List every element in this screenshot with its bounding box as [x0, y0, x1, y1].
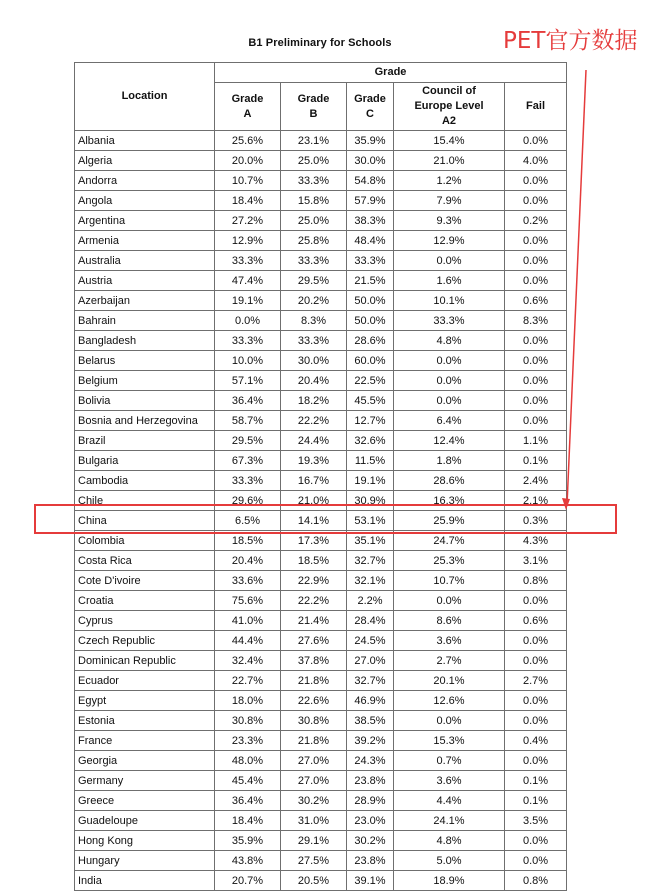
- fail-cell: 0.0%: [505, 351, 567, 371]
- cefr-a2-cell: 33.3%: [394, 311, 505, 331]
- grade-b-cell: 33.3%: [281, 251, 347, 271]
- grade-c-cell: 32.7%: [347, 551, 394, 571]
- grade-b-cell: 33.3%: [281, 331, 347, 351]
- grade-b-cell: 20.2%: [281, 291, 347, 311]
- cefr-a2-cell: 7.9%: [394, 191, 505, 211]
- grade-a-cell: 30.8%: [215, 711, 281, 731]
- grade-a-cell: 20.0%: [215, 151, 281, 171]
- grade-c-cell: 60.0%: [347, 351, 394, 371]
- grade-c-cell: 45.5%: [347, 391, 394, 411]
- grade-c-cell: 2.2%: [347, 591, 394, 611]
- table-row: [75, 611, 567, 631]
- grade-c-cell: 28.9%: [347, 791, 394, 811]
- grade-b-cell: 21.8%: [281, 731, 347, 751]
- grade-b-cell: 33.3%: [281, 171, 347, 191]
- grade-b-cell: 15.8%: [281, 191, 347, 211]
- grade-c-cell: 23.8%: [347, 771, 394, 791]
- cefr-a2-cell: 4.4%: [394, 791, 505, 811]
- grade-c-cell: 32.7%: [347, 671, 394, 691]
- cefr-a2-cell: 12.4%: [394, 431, 505, 451]
- grade-b-cell: 29.1%: [281, 831, 347, 851]
- location-cell: Algeria: [75, 151, 215, 171]
- location-cell: Belgium: [75, 371, 215, 391]
- cefr-a2-cell: 25.9%: [394, 511, 505, 531]
- grade-b-cell: 8.3%: [281, 311, 347, 331]
- cefr-a2-cell: 1.8%: [394, 451, 505, 471]
- grade-c-cell: 30.0%: [347, 151, 394, 171]
- fail-cell: 4.0%: [505, 151, 567, 171]
- grade-b-header: Grade B: [281, 83, 347, 131]
- fail-cell: 0.0%: [505, 651, 567, 671]
- grade-c-cell: 12.7%: [347, 411, 394, 431]
- grade-b-cell: 21.8%: [281, 671, 347, 691]
- grade-a-cell: 33.6%: [215, 571, 281, 591]
- cefr-a2-cell: 12.6%: [394, 691, 505, 711]
- table-body: [75, 131, 567, 891]
- location-cell: Brazil: [75, 431, 215, 451]
- grade-b-cell: 20.5%: [281, 871, 347, 891]
- location-cell: France: [75, 731, 215, 751]
- table-row: [75, 591, 567, 611]
- location-cell: Albania: [75, 131, 215, 151]
- table-row: [75, 751, 567, 771]
- fail-cell: 0.0%: [505, 391, 567, 411]
- grade-b-cell: 27.6%: [281, 631, 347, 651]
- fail-cell: 0.0%: [505, 231, 567, 251]
- location-cell: Bolivia: [75, 391, 215, 411]
- grade-b-cell: 21.4%: [281, 611, 347, 631]
- table-row: [75, 731, 567, 751]
- grade-a-cell: 32.4%: [215, 651, 281, 671]
- cefr-a2-cell: 5.0%: [394, 851, 505, 871]
- table-row: [75, 691, 567, 711]
- fail-cell: 3.1%: [505, 551, 567, 571]
- annotation-label: PET官方数据: [503, 28, 638, 54]
- grade-c-cell: 54.8%: [347, 171, 394, 191]
- grade-c-cell: 39.1%: [347, 871, 394, 891]
- cefr-a2-cell: 16.3%: [394, 491, 505, 511]
- grade-b-cell: 18.2%: [281, 391, 347, 411]
- grade-b-cell: 22.6%: [281, 691, 347, 711]
- table-row: [75, 671, 567, 691]
- table-row: [75, 531, 567, 551]
- grade-c-cell: 30.9%: [347, 491, 394, 511]
- results-table: [74, 62, 567, 891]
- location-cell: Ecuador: [75, 671, 215, 691]
- table-row: [75, 511, 567, 531]
- cefr-a2-header: Council of Europe Level A2: [394, 83, 505, 131]
- table-title: B1 Preliminary for Schools: [248, 37, 392, 49]
- grade-a-cell: 29.5%: [215, 431, 281, 451]
- table-row: [75, 411, 567, 431]
- cefr-a2-cell: 15.4%: [394, 131, 505, 151]
- grade-a-cell: 25.6%: [215, 131, 281, 151]
- grade-b-cell: 29.5%: [281, 271, 347, 291]
- grade-b-cell: 19.3%: [281, 451, 347, 471]
- table-row: [75, 391, 567, 411]
- grade-b-cell: 22.9%: [281, 571, 347, 591]
- location-cell: Cambodia: [75, 471, 215, 491]
- grade-c-cell: 50.0%: [347, 291, 394, 311]
- grade-group-header: Grade: [215, 63, 567, 83]
- table-row: [75, 191, 567, 211]
- grade-a-cell: 0.0%: [215, 311, 281, 331]
- fail-cell: 0.0%: [505, 631, 567, 651]
- grade-a-cell: 36.4%: [215, 791, 281, 811]
- grade-b-cell: 21.0%: [281, 491, 347, 511]
- cefr-a2-cell: 21.0%: [394, 151, 505, 171]
- cefr-a2-cell: 24.1%: [394, 811, 505, 831]
- fail-header: Fail: [505, 83, 567, 131]
- grade-a-cell: 6.5%: [215, 511, 281, 531]
- grade-a-cell: 18.0%: [215, 691, 281, 711]
- fail-cell: 0.0%: [505, 371, 567, 391]
- cefr-a2-cell: 1.2%: [394, 171, 505, 191]
- grade-c-cell: 50.0%: [347, 311, 394, 331]
- location-cell: Belarus: [75, 351, 215, 371]
- table-row: [75, 831, 567, 851]
- fail-cell: 3.5%: [505, 811, 567, 831]
- location-cell: Armenia: [75, 231, 215, 251]
- location-cell: Estonia: [75, 711, 215, 731]
- table-row: [75, 131, 567, 151]
- fail-cell: 0.0%: [505, 831, 567, 851]
- grade-b-cell: 37.8%: [281, 651, 347, 671]
- fail-cell: 0.0%: [505, 691, 567, 711]
- location-cell: Argentina: [75, 211, 215, 231]
- table-row: [75, 871, 567, 891]
- grade-b-cell: 25.8%: [281, 231, 347, 251]
- grade-c-cell: 21.5%: [347, 271, 394, 291]
- table-row: [75, 331, 567, 351]
- grade-b-cell: 25.0%: [281, 211, 347, 231]
- location-cell: Angola: [75, 191, 215, 211]
- table-row: [75, 351, 567, 371]
- grade-b-cell: 27.0%: [281, 751, 347, 771]
- grade-c-cell: 24.3%: [347, 751, 394, 771]
- grade-c-cell: 35.9%: [347, 131, 394, 151]
- grade-c-cell: 24.5%: [347, 631, 394, 651]
- grade-c-cell: 28.4%: [347, 611, 394, 631]
- grade-c-cell: 39.2%: [347, 731, 394, 751]
- fail-cell: 0.0%: [505, 331, 567, 351]
- fail-cell: 2.7%: [505, 671, 567, 691]
- grade-a-cell: 57.1%: [215, 371, 281, 391]
- grade-b-cell: 27.5%: [281, 851, 347, 871]
- cefr-a2-cell: 28.6%: [394, 471, 505, 491]
- cefr-a2-cell: 4.8%: [394, 831, 505, 851]
- grade-a-cell: 75.6%: [215, 591, 281, 611]
- table-row: [75, 211, 567, 231]
- location-cell: Andorra: [75, 171, 215, 191]
- grade-a-cell: 58.7%: [215, 411, 281, 431]
- fail-cell: 1.1%: [505, 431, 567, 451]
- grade-c-cell: 11.5%: [347, 451, 394, 471]
- grade-a-header: Grade A: [215, 83, 281, 131]
- table-row: [75, 771, 567, 791]
- grade-c-cell: 30.2%: [347, 831, 394, 851]
- grade-b-cell: 30.2%: [281, 791, 347, 811]
- grade-a-cell: 10.7%: [215, 171, 281, 191]
- location-cell: India: [75, 871, 215, 891]
- grade-a-cell: 23.3%: [215, 731, 281, 751]
- fail-cell: 2.1%: [505, 491, 567, 511]
- grade-b-cell: 22.2%: [281, 411, 347, 431]
- grade-c-cell: 38.5%: [347, 711, 394, 731]
- grade-b-cell: 24.4%: [281, 431, 347, 451]
- table-row: [75, 431, 567, 451]
- grade-b-cell: 22.2%: [281, 591, 347, 611]
- grade-c-cell: 19.1%: [347, 471, 394, 491]
- grade-b-cell: 25.0%: [281, 151, 347, 171]
- fail-cell: 0.1%: [505, 451, 567, 471]
- fail-cell: 0.0%: [505, 271, 567, 291]
- grade-c-cell: 35.1%: [347, 531, 394, 551]
- grade-a-cell: 12.9%: [215, 231, 281, 251]
- grade-a-cell: 18.4%: [215, 191, 281, 211]
- cefr-a2-cell: 24.7%: [394, 531, 505, 551]
- location-cell: Croatia: [75, 591, 215, 611]
- location-cell: Greece: [75, 791, 215, 811]
- cefr-a2-cell: 0.0%: [394, 371, 505, 391]
- grade-b-cell: 20.4%: [281, 371, 347, 391]
- table-row: [75, 711, 567, 731]
- grade-a-cell: 18.5%: [215, 531, 281, 551]
- table-row: [75, 651, 567, 671]
- fail-cell: 0.8%: [505, 871, 567, 891]
- grade-a-cell: 43.8%: [215, 851, 281, 871]
- grade-a-cell: 41.0%: [215, 611, 281, 631]
- location-cell: Costa Rica: [75, 551, 215, 571]
- cefr-a2-cell: 8.6%: [394, 611, 505, 631]
- grade-a-cell: 35.9%: [215, 831, 281, 851]
- location-cell: Bangladesh: [75, 331, 215, 351]
- grade-b-cell: 17.3%: [281, 531, 347, 551]
- cefr-a2-cell: 1.6%: [394, 271, 505, 291]
- grade-a-cell: 33.3%: [215, 331, 281, 351]
- location-cell: Bulgaria: [75, 451, 215, 471]
- table-row: [75, 451, 567, 471]
- location-cell: Colombia: [75, 531, 215, 551]
- fail-cell: 0.3%: [505, 511, 567, 531]
- grade-a-cell: 33.3%: [215, 471, 281, 491]
- grade-c-cell: 27.0%: [347, 651, 394, 671]
- table-row: [75, 571, 567, 591]
- location-cell: Czech Republic: [75, 631, 215, 651]
- fail-cell: 0.0%: [505, 191, 567, 211]
- cefr-a2-cell: 9.3%: [394, 211, 505, 231]
- fail-cell: 0.0%: [505, 711, 567, 731]
- grade-c-cell: 33.3%: [347, 251, 394, 271]
- grade-c-header: Grade C: [347, 83, 394, 131]
- grade-b-cell: 16.7%: [281, 471, 347, 491]
- grade-c-cell: 57.9%: [347, 191, 394, 211]
- table-row: [75, 251, 567, 271]
- location-cell: Egypt: [75, 691, 215, 711]
- location-cell: Cote D'ivoire: [75, 571, 215, 591]
- grade-a-cell: 22.7%: [215, 671, 281, 691]
- cefr-a2-cell: 3.6%: [394, 771, 505, 791]
- fail-cell: 0.0%: [505, 751, 567, 771]
- table-row: [75, 791, 567, 811]
- fail-cell: 2.4%: [505, 471, 567, 491]
- grade-c-cell: 28.6%: [347, 331, 394, 351]
- location-cell: Australia: [75, 251, 215, 271]
- location-cell: Azerbaijan: [75, 291, 215, 311]
- fail-cell: 0.6%: [505, 611, 567, 631]
- location-cell: China: [75, 511, 215, 531]
- grade-c-cell: 46.9%: [347, 691, 394, 711]
- location-cell: Austria: [75, 271, 215, 291]
- table-row: [75, 551, 567, 571]
- grade-c-cell: 22.5%: [347, 371, 394, 391]
- fail-cell: 0.0%: [505, 851, 567, 871]
- cefr-a2-cell: 18.9%: [394, 871, 505, 891]
- cefr-a2-cell: 12.9%: [394, 231, 505, 251]
- cefr-a2-cell: 0.0%: [394, 591, 505, 611]
- fail-cell: 0.0%: [505, 131, 567, 151]
- location-cell: Cyprus: [75, 611, 215, 631]
- fail-cell: 0.0%: [505, 171, 567, 191]
- cefr-a2-cell: 0.7%: [394, 751, 505, 771]
- grade-a-cell: 33.3%: [215, 251, 281, 271]
- grade-c-cell: 23.8%: [347, 851, 394, 871]
- fail-cell: 8.3%: [505, 311, 567, 331]
- fail-cell: 0.0%: [505, 411, 567, 431]
- fail-cell: 0.1%: [505, 791, 567, 811]
- table-row: [75, 471, 567, 491]
- fail-cell: 0.0%: [505, 251, 567, 271]
- grade-a-cell: 67.3%: [215, 451, 281, 471]
- grade-b-cell: 23.1%: [281, 131, 347, 151]
- grade-c-cell: 38.3%: [347, 211, 394, 231]
- location-cell: Guadeloupe: [75, 811, 215, 831]
- grade-b-cell: 30.0%: [281, 351, 347, 371]
- cefr-a2-cell: 0.0%: [394, 251, 505, 271]
- grade-a-cell: 36.4%: [215, 391, 281, 411]
- grade-a-cell: 27.2%: [215, 211, 281, 231]
- cefr-a2-cell: 3.6%: [394, 631, 505, 651]
- table-row: [75, 851, 567, 871]
- grade-c-cell: 32.6%: [347, 431, 394, 451]
- cefr-a2-cell: 10.7%: [394, 571, 505, 591]
- location-cell: Dominican Republic: [75, 651, 215, 671]
- grade-c-cell: 53.1%: [347, 511, 394, 531]
- grade-a-cell: 48.0%: [215, 751, 281, 771]
- fail-cell: 0.8%: [505, 571, 567, 591]
- table-row: [75, 491, 567, 511]
- fail-cell: 0.2%: [505, 211, 567, 231]
- table-row: [75, 291, 567, 311]
- fail-cell: 4.3%: [505, 531, 567, 551]
- location-cell: Bahrain: [75, 311, 215, 331]
- grade-a-cell: 20.7%: [215, 871, 281, 891]
- cefr-a2-cell: 0.0%: [394, 391, 505, 411]
- grade-b-cell: 18.5%: [281, 551, 347, 571]
- location-cell: Hungary: [75, 851, 215, 871]
- grade-c-cell: 48.4%: [347, 231, 394, 251]
- fail-cell: 0.0%: [505, 591, 567, 611]
- table-row: [75, 231, 567, 251]
- grade-a-cell: 19.1%: [215, 291, 281, 311]
- location-header: Location: [75, 63, 215, 131]
- location-cell: Hong Kong: [75, 831, 215, 851]
- cefr-a2-cell: 6.4%: [394, 411, 505, 431]
- table-row: [75, 171, 567, 191]
- grade-a-cell: 47.4%: [215, 271, 281, 291]
- grade-b-cell: 27.0%: [281, 771, 347, 791]
- cefr-a2-cell: 4.8%: [394, 331, 505, 351]
- fail-cell: 0.6%: [505, 291, 567, 311]
- grade-b-cell: 31.0%: [281, 811, 347, 831]
- table-row: [75, 271, 567, 291]
- grade-a-cell: 29.6%: [215, 491, 281, 511]
- grade-a-cell: 20.4%: [215, 551, 281, 571]
- grade-b-cell: 14.1%: [281, 511, 347, 531]
- grade-a-cell: 18.4%: [215, 811, 281, 831]
- grade-c-cell: 32.1%: [347, 571, 394, 591]
- cefr-a2-cell: 20.1%: [394, 671, 505, 691]
- grade-a-cell: 45.4%: [215, 771, 281, 791]
- grade-a-cell: 10.0%: [215, 351, 281, 371]
- cefr-a2-cell: 0.0%: [394, 351, 505, 371]
- location-cell: Bosnia and Herzegovina: [75, 411, 215, 431]
- cefr-a2-cell: 0.0%: [394, 711, 505, 731]
- cefr-a2-cell: 2.7%: [394, 651, 505, 671]
- cefr-a2-cell: 25.3%: [394, 551, 505, 571]
- table-row: [75, 311, 567, 331]
- table-row: [75, 371, 567, 391]
- location-cell: Georgia: [75, 751, 215, 771]
- grade-b-cell: 30.8%: [281, 711, 347, 731]
- grade-c-cell: 23.0%: [347, 811, 394, 831]
- cefr-a2-cell: 10.1%: [394, 291, 505, 311]
- location-cell: Germany: [75, 771, 215, 791]
- location-cell: Chile: [75, 491, 215, 511]
- table-row: [75, 631, 567, 651]
- grade-a-cell: 44.4%: [215, 631, 281, 651]
- cefr-a2-cell: 15.3%: [394, 731, 505, 751]
- fail-cell: 0.1%: [505, 771, 567, 791]
- table-row: [75, 811, 567, 831]
- table-row: [75, 151, 567, 171]
- fail-cell: 0.4%: [505, 731, 567, 751]
